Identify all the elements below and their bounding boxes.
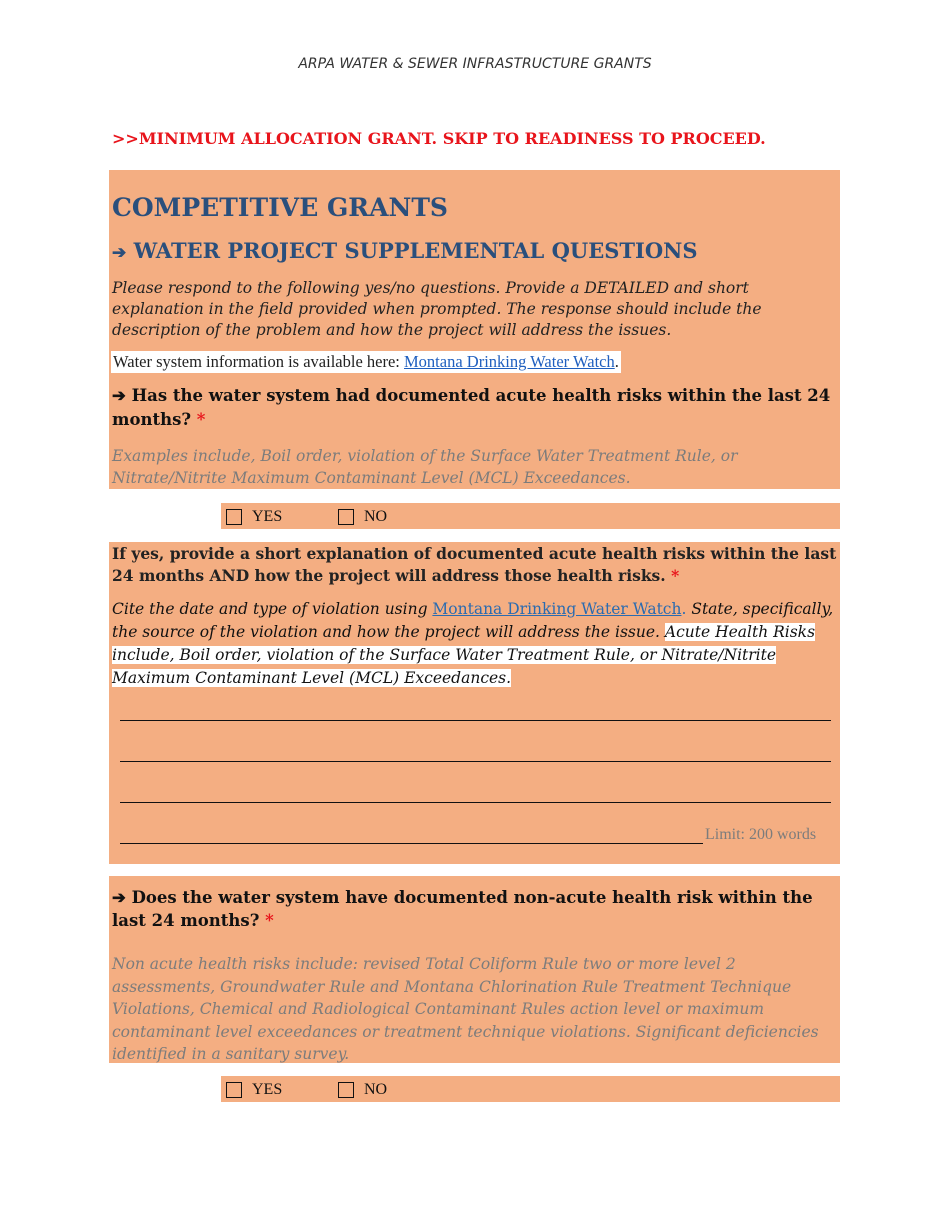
section-title: COMPETITIVE GRANTS xyxy=(112,193,448,222)
page-header: ARPA WATER & SEWER INFRASTRUCTURE GRANTS xyxy=(298,56,652,72)
water-system-info xyxy=(111,351,621,373)
cite-dot: . xyxy=(681,600,687,618)
yes-option[interactable] xyxy=(226,508,282,526)
drinking-water-watch-link-2[interactable]: Montana Drinking Water Watch xyxy=(432,600,682,618)
question-hint: Non acute health risks include: revised Total Coliform Rule two or more level 2 assessments, Groundwater Rule and Montana Chlorination Rule Treatment Technique Violations, Chemical and Radiological Contaminant Rules action level or maximum contaminant level exceedances or treatment technique violations. Significant deficiencies identified in a sanitary survey. xyxy=(112,955,819,1063)
yes-no-row-2 xyxy=(221,1076,840,1102)
no-option[interactable] xyxy=(338,508,387,526)
yes-label: YES xyxy=(252,508,283,525)
yes-no-row xyxy=(221,503,840,529)
required-asterisk: * xyxy=(671,566,680,585)
info-suffix: . xyxy=(614,352,619,371)
followup-question xyxy=(112,543,837,587)
citation-instructions xyxy=(112,598,840,690)
explanation-panel xyxy=(109,542,840,864)
minimum-allocation-notice: >>MINIMUM ALLOCATION GRANT. SKIP TO READINESS TO PROCEED. xyxy=(112,129,766,148)
no-option[interactable] xyxy=(338,1081,387,1099)
yes-checkbox[interactable] xyxy=(226,1082,242,1098)
yes-label: YES xyxy=(252,1081,283,1098)
cite-middle: State, specifically, the source of the violation and how the project will address the issue. xyxy=(112,600,834,641)
info-prefix: Water system information is available here: xyxy=(113,352,404,371)
subtitle-text: WATER PROJECT SUPPLEMENTAL QUESTIONS xyxy=(133,238,698,263)
no-checkbox[interactable] xyxy=(338,1082,354,1098)
section-subtitle xyxy=(112,238,698,263)
question-acute-health-risk xyxy=(112,384,840,432)
yes-checkbox[interactable] xyxy=(226,509,242,525)
answer-line-3[interactable] xyxy=(120,802,831,803)
arrow-icon: ➔ xyxy=(112,386,126,405)
question-hint: Examples include, Boil order, violation of the Surface Water Treatment Rule, or Nitrate/Nitrite Maximum Contaminant Level (MCL) Exceedances. xyxy=(112,447,738,487)
yes-option[interactable] xyxy=(226,1081,282,1099)
no-checkbox[interactable] xyxy=(338,509,354,525)
word-limit: Limit: 200 words xyxy=(705,826,817,843)
arrow-icon: ➔ xyxy=(112,888,126,907)
drinking-water-watch-link[interactable]: Montana Drinking Water Watch xyxy=(404,352,615,371)
question-non-acute-health-risk xyxy=(112,886,840,932)
answer-line-1[interactable] xyxy=(120,720,831,721)
answer-line-4[interactable] xyxy=(120,843,703,844)
required-asterisk: * xyxy=(265,911,274,930)
question-text: Has the water system had documented acute health risks within the last 24 months? xyxy=(112,386,831,429)
answer-line-2[interactable] xyxy=(120,761,831,762)
question-text: Does the water system have documented non-acute health risk within the last 24 months? xyxy=(112,888,813,930)
cite-highlight: Acute Health Risks include, Boil order, violation of the Surface Water Treatment Rule, or Nitrate/Nitrite Maximum Contaminant Level (MCL) Exceedances. xyxy=(112,623,816,687)
no-label: NO xyxy=(364,1081,388,1098)
cite-prefix: Cite the date and type of violation using xyxy=(112,600,433,618)
required-asterisk: * xyxy=(196,410,206,429)
no-label: NO xyxy=(364,508,388,525)
section-intro: Please respond to the following yes/no questions. Provide a DETAILED and short explanation in the field provided when prompted. The response should include the description of the problem and how the project will address the issues. xyxy=(112,279,762,339)
arrow-icon: ➔ xyxy=(112,243,127,263)
followup-text: If yes, provide a short explanation of documented acute health risks within the last 24 months AND how the project will address those health risks. xyxy=(112,544,837,585)
